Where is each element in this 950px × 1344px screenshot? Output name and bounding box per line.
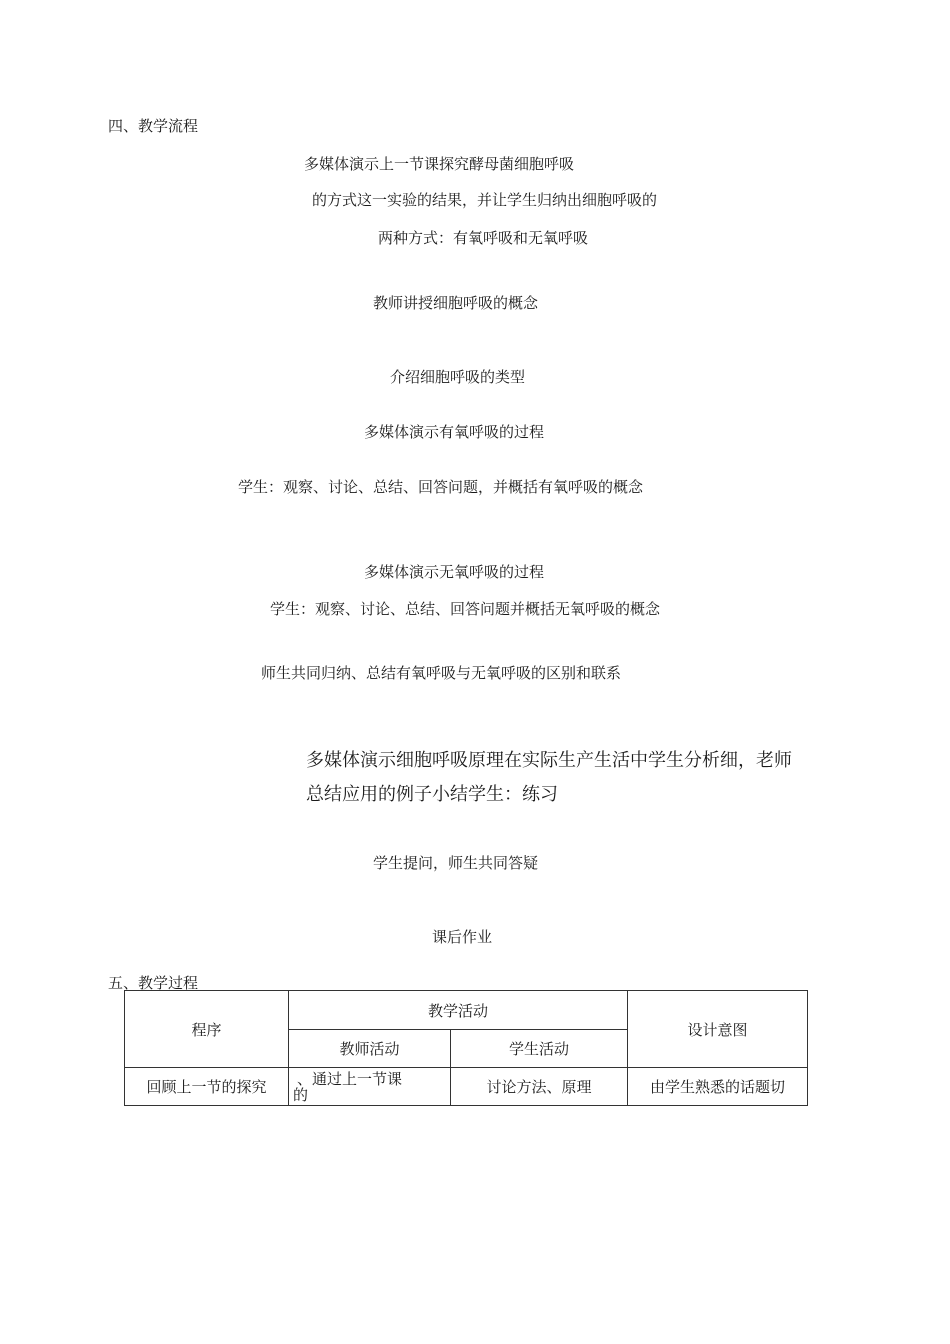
flow-step: 师生共同归纳、总结有氧呼吸与无氧呼吸的区别和联系	[261, 664, 622, 682]
table-row	[125, 1068, 808, 1106]
flow-step: 教师讲授细胞呼吸的概念	[373, 294, 539, 312]
section4-heading: 四、教学流程	[108, 117, 199, 135]
teacher-activity-line: 、通过上一节课	[297, 1069, 403, 1088]
header-design-intent: 设计意图	[628, 991, 808, 1068]
flow-homework: 课后作业	[432, 928, 493, 946]
cell-procedure: 回顾上一节的探究	[125, 1068, 289, 1106]
flow-step: 多媒体演示有氧呼吸的过程	[364, 423, 545, 441]
cell-teacher-activity	[289, 1068, 451, 1106]
flow-step: 多媒体演示无氧呼吸的过程	[364, 563, 545, 581]
flow-step: 介绍细胞呼吸的类型	[390, 368, 526, 386]
header-student-activity: 学生活动	[451, 1030, 628, 1068]
cell-design-intent: 由学生熟悉的话题切	[628, 1068, 808, 1106]
flow-step: 学生：观察、讨论、总结、回答问题并概括无氧呼吸的概念	[270, 600, 661, 618]
teaching-process-table	[124, 990, 808, 1106]
application-line: 总结应用的例子小结学生：练习	[306, 784, 558, 805]
application-line: 多媒体演示细胞呼吸原理在实际生产生活中学生分析细，老师	[306, 750, 792, 771]
header-teacher-activity: 教师活动	[289, 1030, 451, 1068]
section5-heading: 五、教学过程	[108, 974, 199, 992]
flow-qa: 学生提问，师生共同答疑	[373, 854, 539, 872]
flow-step: 的方式这一实验的结果，并让学生归纳出细胞呼吸的	[312, 191, 658, 209]
header-teaching-activities: 教学活动	[289, 991, 628, 1030]
cell-student-activity: 讨论方法、原理	[451, 1068, 628, 1106]
flow-step: 两种方式：有氧呼吸和无氧呼吸	[378, 229, 589, 247]
header-procedure: 程序	[125, 991, 289, 1068]
flow-step: 多媒体演示上一节课探究酵母菌细胞呼吸	[304, 155, 575, 173]
flow-step: 学生：观察、讨论、总结、回答问题，并概括有氧呼吸的概念	[238, 478, 644, 496]
teacher-activity-line: 的	[293, 1085, 309, 1104]
